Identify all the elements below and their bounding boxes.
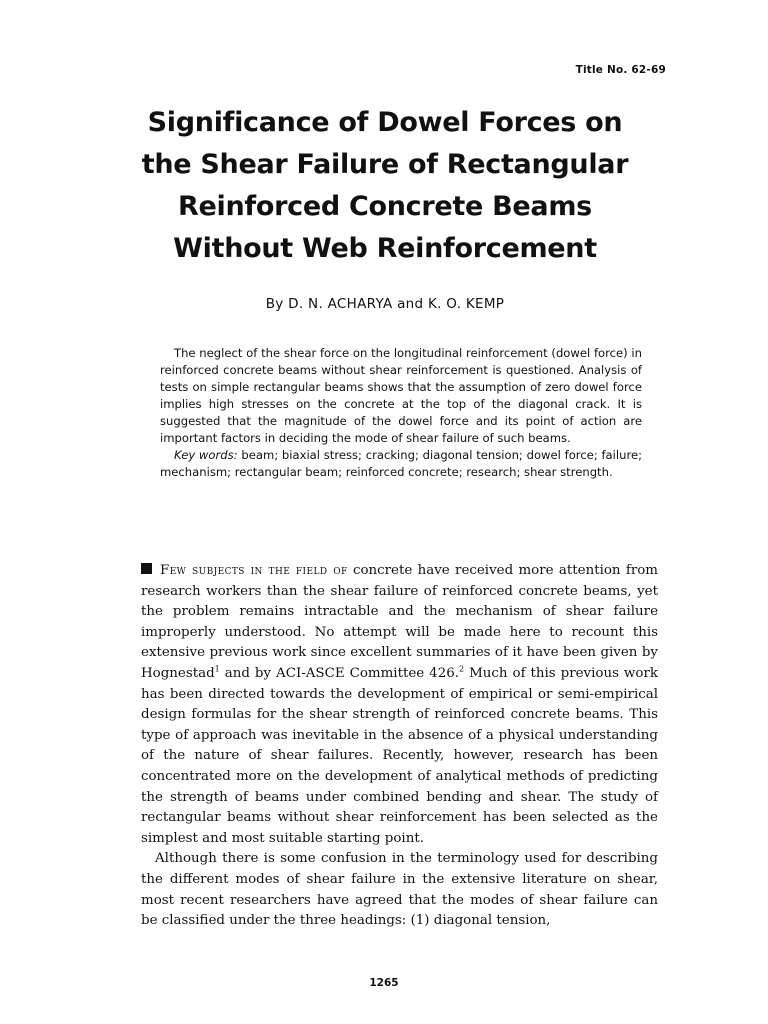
reference-mark: 1 — [214, 664, 220, 674]
paragraph-text: concrete have received more attention from research workers than the shear failure of reinforced concrete beams, yet the problem remains intractable and the mechanism of shear failure improperly understood. No attempt will be made here to recount this extensive previous work since excellent summaries of it have been given by Hognestad — [141, 563, 658, 681]
square-bullet-icon — [141, 563, 152, 574]
page-number: 1265 — [369, 977, 399, 989]
body-text — [141, 561, 658, 932]
title-line: Significance of Dowel Forces on — [147, 107, 623, 138]
reference-mark: 2 — [459, 664, 465, 674]
paragraph: Although there is some confusion in the terminology used for describing the different modes of shear failure in the extensive literature on shear, most recent researchers have agreed that the modes of shear failure can be classified under the three headings: (1) diagonal tension, — [141, 851, 658, 929]
keywords — [160, 447, 642, 481]
abstract — [160, 345, 642, 481]
lead-in: Few subjects in the field of — [160, 563, 348, 578]
title-line: Reinforced Concrete Beams — [178, 191, 592, 222]
paragraph-text: Much of this previous work has been directed towards the development of empirical or semi-empirical design formulas for the shear strength of reinforced concrete beams. This type of approach was inevitable in the absence of a physical understanding of the nature of shear failures. Recently, however, research has been concentrated more on the development of analytical methods of predicting the strength of beams under combined bending and shear. The study of rectangular beams without shear reinforcement has been selected as the simplest and most suitable starting point. — [141, 665, 658, 846]
author-byline: By D. N. ACHARYA and K. O. KEMP — [265, 296, 505, 312]
paper-title — [100, 102, 670, 270]
title-line: the Shear Failure of Rectangular — [141, 149, 629, 180]
abstract-text: The neglect of the shear force on the longitudinal reinforcement (dowel force) in reinforced concrete beams without shear reinforcement is questioned. Analysis of tests on simple rectangular beams shows that the assumption of zero dowel force implies high stresses on the concrete at the top of the diagonal crack. It is suggested that the magnitude of the dowel force and its point of action are important factors in deciding the mode of shear failure of such beams. — [160, 346, 642, 445]
paragraph-text: and by ACI-ASCE Committee 426. — [224, 665, 459, 681]
title-number: Title No. 62-69 — [575, 64, 666, 76]
keywords-label: Key words: — [174, 448, 238, 462]
keywords-list: beam; biaxial stress; cracking; diagonal tension; dowel force; failure; mechanism; rectangular beam; reinforced concrete; research; shear strength. — [160, 448, 643, 479]
paragraph — [141, 561, 658, 849]
title-line: Without Web Reinforcement — [173, 233, 597, 264]
